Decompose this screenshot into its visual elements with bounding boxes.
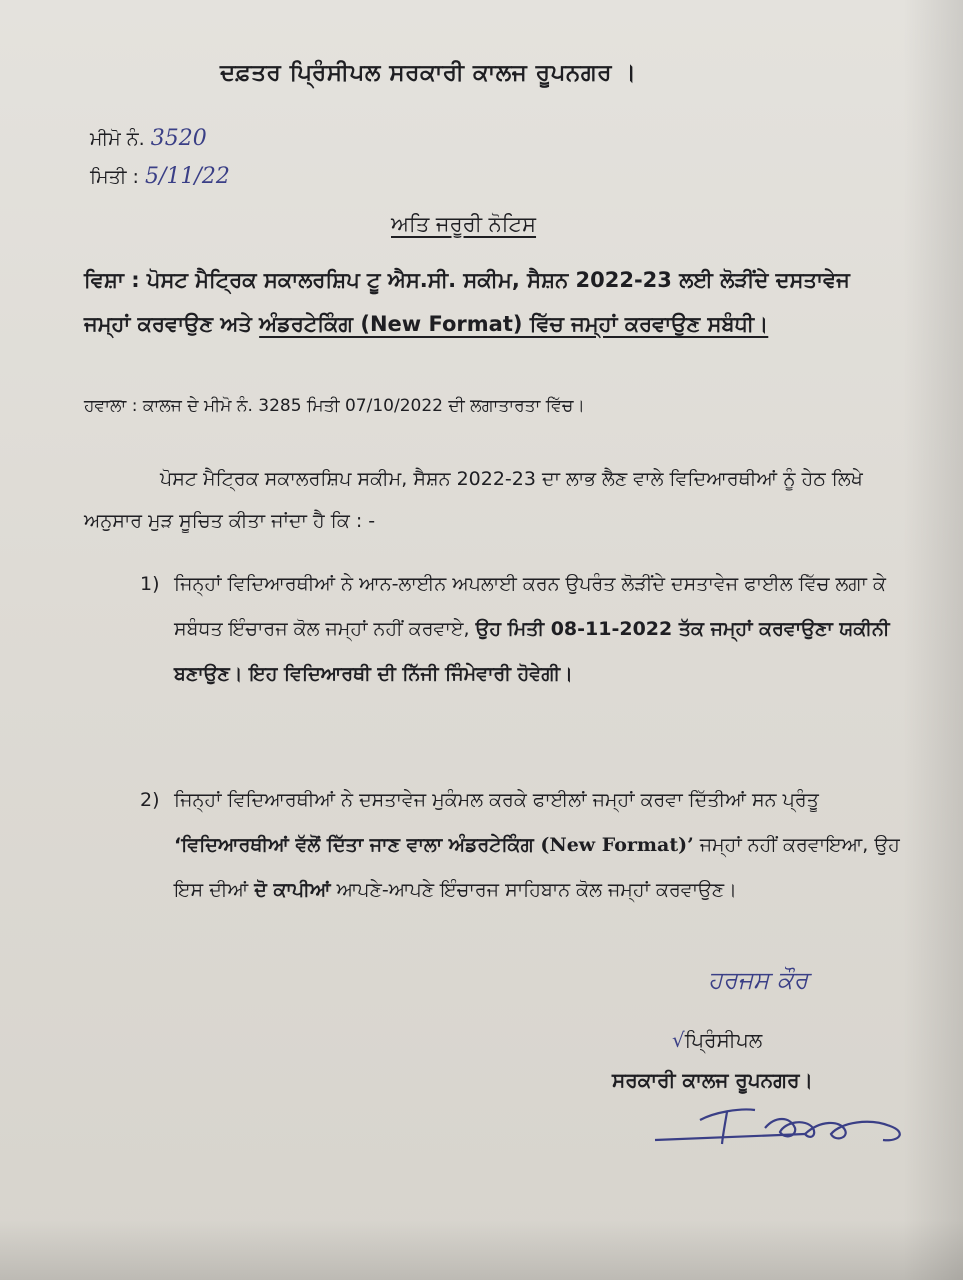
signatory-college: ਸਰਕਾਰੀ ਕਾਲਜ ਰੂਪਨਗਰ। <box>612 1068 813 1092</box>
subject-underlined-text: ਅੰਡਰਟੇਕਿੰਗ (New Format) ਵਿੱਚ ਜਮ੍ਹਾਂ ਕਰਵਾਉਣ ਸਬੰਧੀ। <box>259 312 769 336</box>
signatory-title <box>672 1028 762 1052</box>
handwritten-name: ਹਰਜਸ ਕੌਰ <box>708 966 809 994</box>
paper-shadow-bottom <box>0 1220 963 1280</box>
item-1-text: ਜਿਨ੍ਹਾਂ ਵਿਦਿਆਰਥੀਆਂ ਨੇ ਆਨ-ਲਾਈਨ ਅਪਲਾਈ ਕਰਨ ਉਪਰੰਤ ਲੋੜੀਂਦੇ ਦਸਤਾਵੇਜ ਫਾਈਲ ਵਿੱਚ ਲਗਾ ਕੇ ਸਬੰਧਤ ਇੰਚਾਰਜ ਕੋਲ ਜਮ੍ਹਾਂ ਨਹੀਂ ਕਰਵਾਏ, <box>174 573 886 640</box>
intro-paragraph: ਪੋਸਟ ਮੈਟ੍ਰਿਕ ਸਕਾਲਰਸ਼ਿਪ ਸਕੀਮ, ਸੈਸ਼ਨ 2022-23 ਦਾ ਲਾਭ ਲੈਣ ਵਾਲੇ ਵਿਦਿਆਰਥੀਆਂ ਨੂੰ ਹੇਠ ਲਿਖੇ ਅਨੁਸਾਰ ਮੁੜ ਸੂਚਿਤ ਕੀਤਾ ਜਾਂਦਾ ਹੈ ਕਿ : - <box>84 468 863 532</box>
list-item-number: 1) <box>140 573 160 595</box>
list-item-2 <box>140 778 900 913</box>
notice-title: ਅਤਿ ਜਰੂਰੀ ਨੋਟਿਸ <box>391 212 537 236</box>
paper-shadow-right <box>903 0 963 1280</box>
list-item-text <box>174 562 900 697</box>
item-2-text-f: ਆਪਣੇ-ਆਪਣੇ ਇੰਚਾਰਜ ਸਾਹਿਬਾਨ ਕੋਲ ਜਮ੍ਹਾਂ ਕਰਵਾਉਣ। <box>330 879 737 901</box>
date-line <box>90 164 230 189</box>
item-2-bold-quote: ‘ਵਿਦਿਆਰਥੀਆਂ ਵੱਲੋਂ ਦਿੱਤਾ ਜਾਣ ਵਾਲਾ ਅੰਡਰਟੇਕਿੰਗ <box>174 834 534 856</box>
date-label: ਮਿਤੀ : <box>90 166 139 188</box>
list-item-number: 2) <box>140 789 160 811</box>
memo-label: ਮੀਮੋ ਨੰ. <box>90 128 145 150</box>
memo-number-line <box>90 126 207 151</box>
date-handwritten: 5/11/22 <box>145 164 230 189</box>
reference-line: ਹਵਾਲਾ : ਕਾਲਜ ਦੇ ਮੀਮੋ ਨੰ. 3285 ਮਿਤੀ 07/10/2022 ਦੀ ਲਗਾਤਾਰਤਾ ਵਿੱਚ। <box>84 396 585 416</box>
tick-mark-icon: √ <box>672 1028 685 1052</box>
item-2-new-format: (New Format)’ <box>533 834 694 856</box>
item-1-bold-text: ਉਹ ਮਿਤੀ 08-11-2022 ਤੱਕ ਜਮ੍ਹਾਂ ਕਰਵਾਉਣਾ ਯਕੀਨੀ ਬਣਾਉਣ। ਇਹ ਵਿਦਿਆਰਥੀ ਦੀ ਨਿੱਜੀ ਜਿੰਮੇਵਾਰੀ ਹੋਵੇਗੀ। <box>174 618 890 685</box>
list-item-text <box>174 778 900 913</box>
subject-paragraph <box>84 258 884 346</box>
list-item-1 <box>140 562 900 697</box>
memo-number-handwritten: 3520 <box>150 126 207 151</box>
item-2-text-d: ਜਮ੍ਹਾਂ ਨਹੀਂ ਕਰਵਾਇਆ, ਉਹ ਇਸ ਦੀਆਂ <box>174 834 900 901</box>
item-2-bold-copies: ਦੋ ਕਾਪੀਆਂ <box>254 879 331 901</box>
office-heading: ਦਫ਼ਤਰ ਪ੍ਰਿੰਸੀਪਲ ਸਰਕਾਰੀ ਕਾਲਜ ਰੂਪਨਗਰ । <box>220 60 637 86</box>
signature-scribble <box>645 1098 915 1168</box>
item-2-text-a: ਜਿਨ੍ਹਾਂ ਵਿਦਿਆਰਥੀਆਂ ਨੇ ਦਸਤਾਵੇਜ ਮੁਕੰਮਲ ਕਰਕੇ ਫਾਈਲਾਂ ਜਮ੍ਹਾਂ ਕਰਵਾ ਦਿੱਤੀਆਂ ਸਨ ਪ੍ਰੰਤੂ <box>174 789 819 811</box>
signatory-title-text: ਪ੍ਰਿੰਸੀਪਲ <box>684 1028 763 1052</box>
subject-text: ਵਿਸ਼ਾ : ਪੋਸਟ ਮੈਟ੍ਰਿਕ ਸਕਾਲਰਸ਼ਿਪ ਟੂ ਐਸ.ਸੀ. ਸਕੀਮ, ਸੈਸ਼ਨ 2022-23 ਲਈ ਲੋੜੀਂਦੇ ਦਸਤਾਵੇਜ ਜਮ੍ਹਾਂ ਕਰਵਾਉਣ ਅਤੇ <box>84 268 850 336</box>
